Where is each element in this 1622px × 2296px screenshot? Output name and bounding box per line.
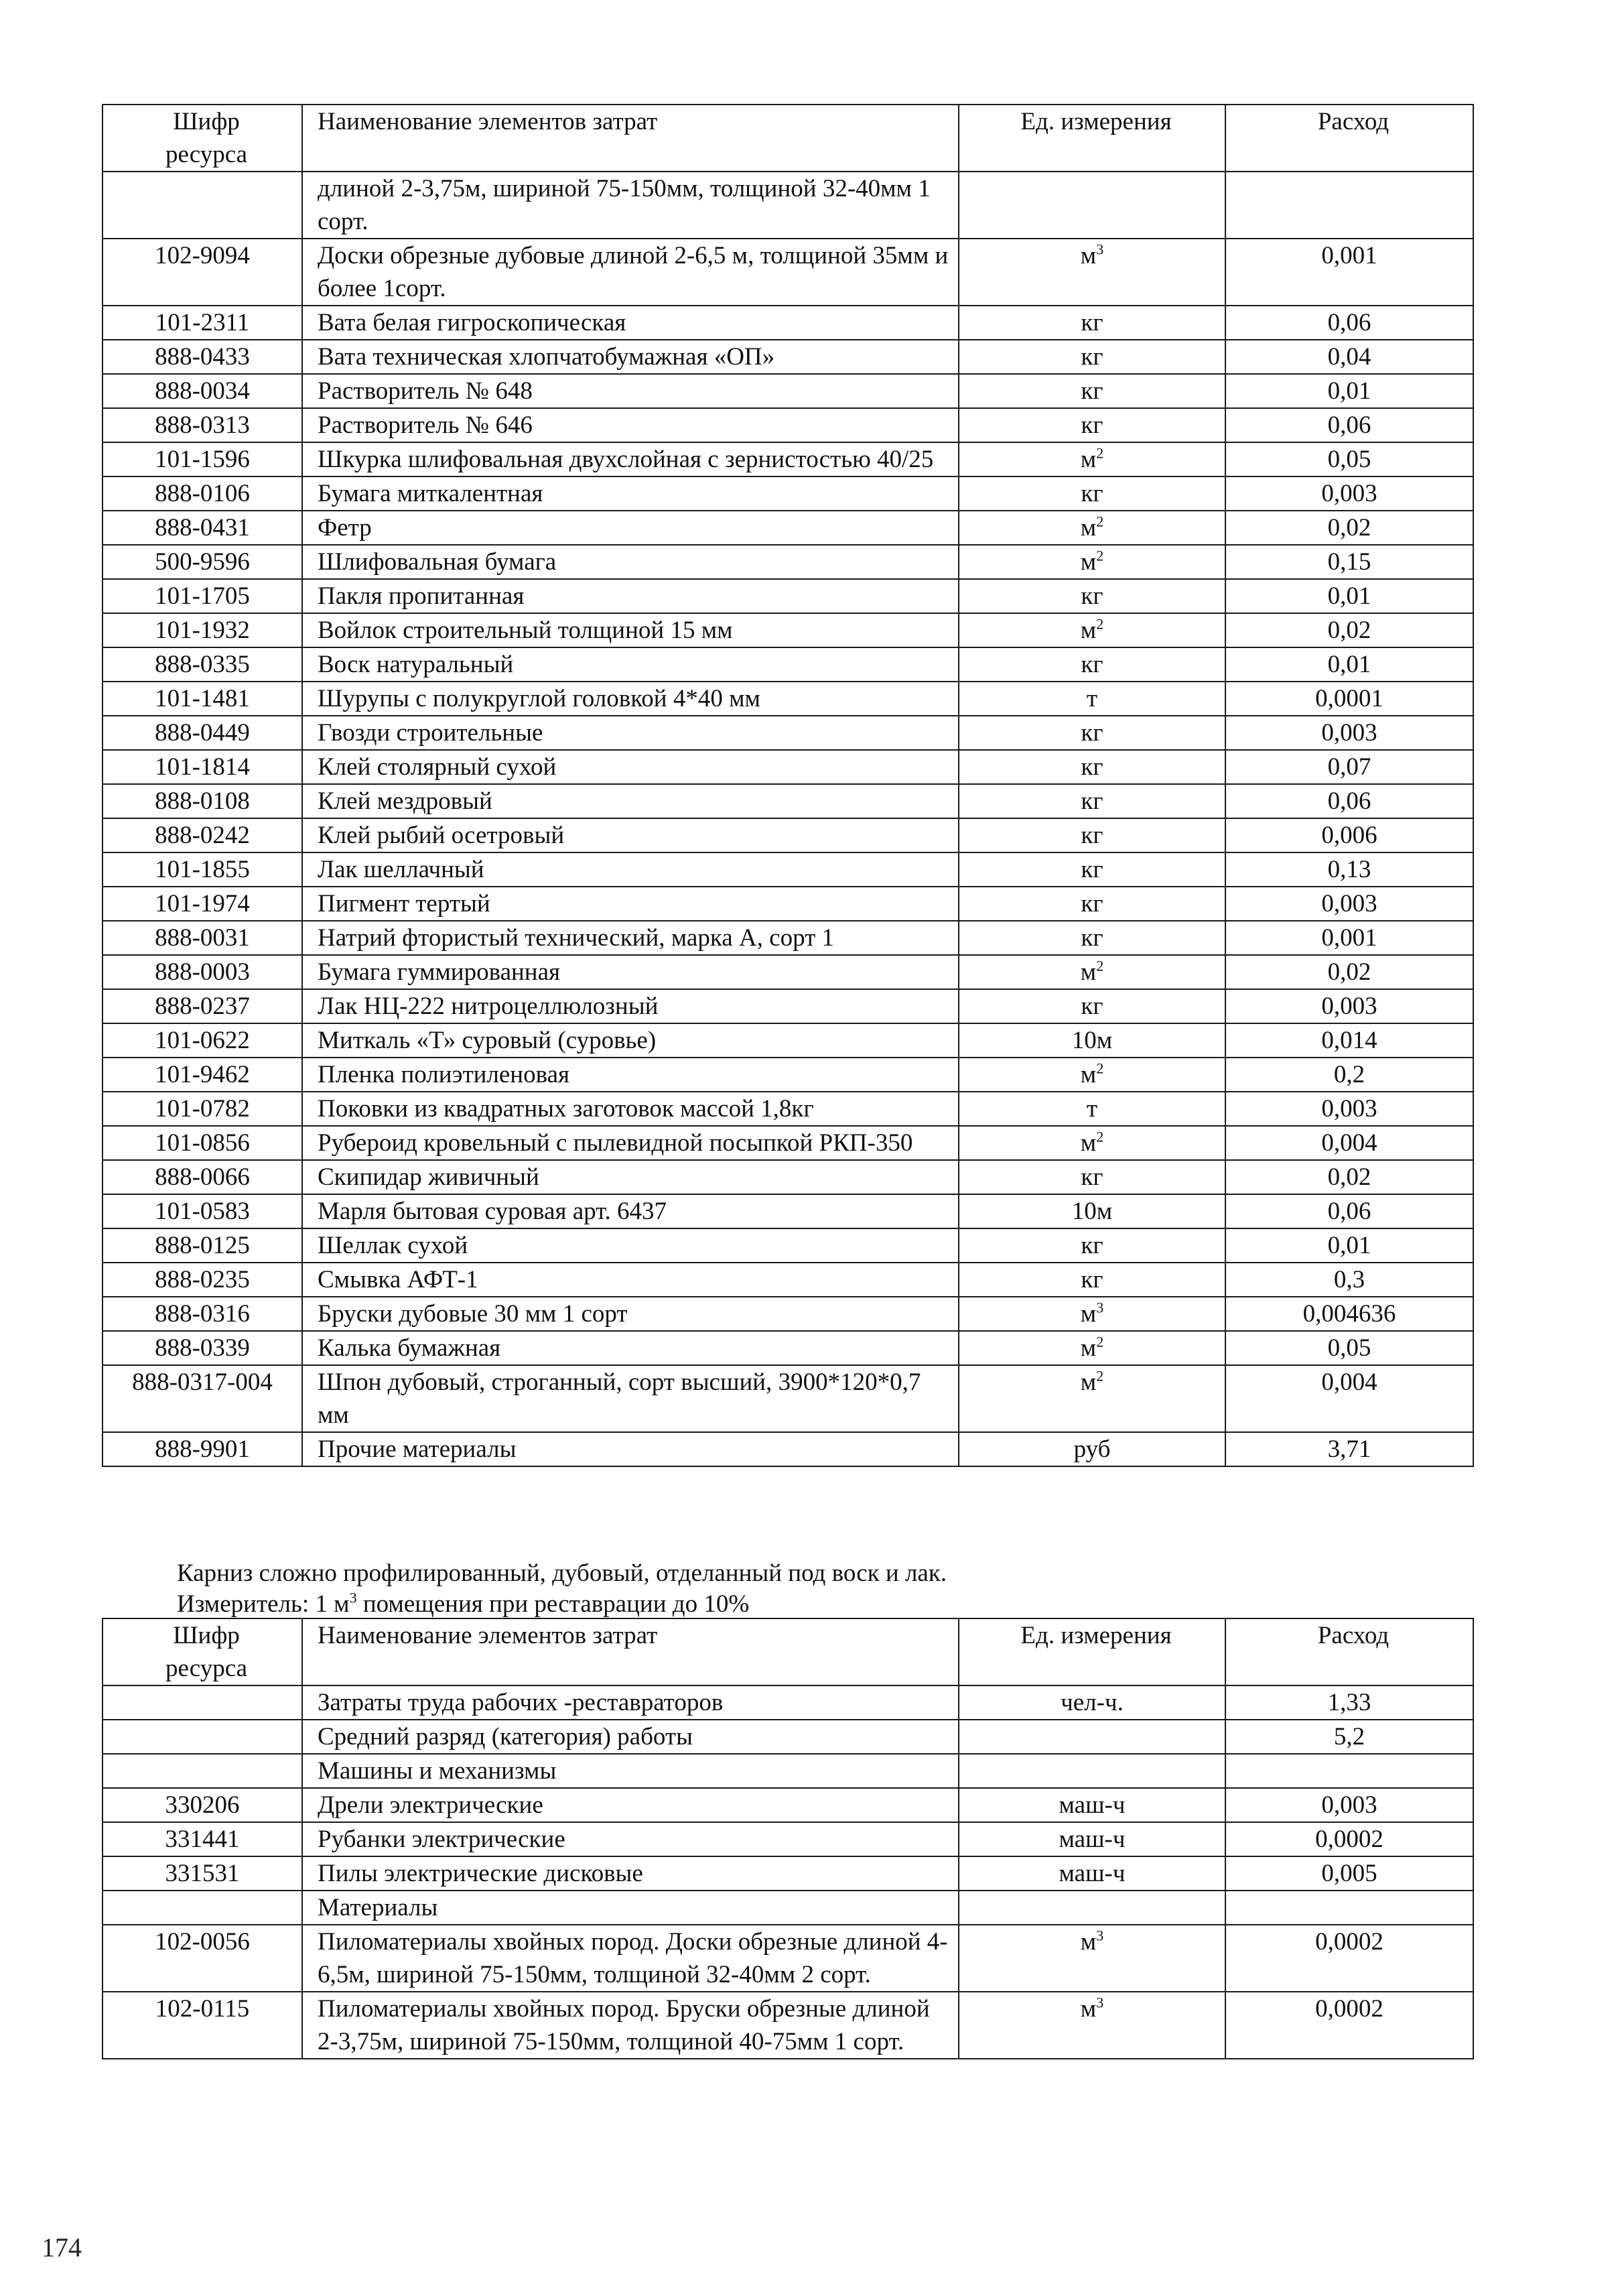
cost-element-name: Бумага гуммированная [302,955,959,989]
table-row [103,887,1473,921]
resource-code: 888-0335 [103,647,302,682]
table-row [103,1263,1473,1297]
resource-code: 888-0449 [103,716,302,750]
unit-text: кг [1081,753,1103,781]
unit-text: 10м [1071,1027,1113,1054]
unit-exponent: 2 [1096,957,1104,974]
table-row [103,613,1473,647]
cost-element-name: Лак шеллачный [302,852,959,887]
resource-code: 101-0782 [103,1092,302,1126]
table-row [103,1992,1473,2059]
resource-code: 888-0066 [103,1160,302,1194]
consumption-value: 1,33 [1225,1685,1473,1720]
unit-text: м [1080,1061,1097,1088]
unit-of-measure [959,1263,1225,1297]
measure-exponent: 3 [349,1589,357,1606]
resource-code: 888-0316 [103,1297,302,1331]
consumption-value: 0,07 [1225,750,1473,784]
unit-text: кг [1081,377,1103,405]
table-row [103,442,1473,476]
unit-text: кг [1081,719,1103,747]
consumption-value: 0,004 [1225,1126,1473,1160]
table-row [103,1126,1473,1160]
cost-element-name: Клей рыбий осетровый [302,818,959,852]
unit-exponent: 3 [1096,1994,1104,2011]
cost-element-name: Прочие материалы [302,1432,959,1466]
consumption-value: 0,05 [1225,442,1473,476]
resource-code [103,1685,302,1720]
table-row [103,818,1473,852]
table-row [103,852,1473,887]
table-row [103,306,1473,340]
resource-code: 101-9462 [103,1058,302,1092]
cost-element-name: Пилы электрические дисковые [302,1856,959,1891]
table-body [103,172,1473,1466]
consumption-value: 0,01 [1225,374,1473,408]
table-row [103,921,1473,955]
resource-code: 888-0242 [103,818,302,852]
cost-element-name: Воск натуральный [302,647,959,682]
unit-exponent: 2 [1096,547,1104,564]
unit-text: т [1086,1095,1098,1123]
cost-element-name: Шеллак сухой [302,1228,959,1263]
unit-of-measure [959,989,1225,1023]
cost-element-name: длиной 2-3,75м, шириной 75-150мм, толщиной 32-40мм 1 сорт. [302,172,959,239]
header-name: Наименование элементов затрат [302,105,959,172]
unit-exponent: 2 [1096,1128,1104,1145]
unit-of-measure [959,511,1225,545]
consumption-value [1225,1754,1473,1788]
cost-element-name: Доски обрезные дубовые длиной 2-6,5 м, толщиной 35мм и более 1сорт. [302,239,959,306]
table-row [103,1331,1473,1365]
consumption-value: 0,05 [1225,1331,1473,1365]
unit-text: м [1080,1300,1097,1328]
consumption-value: 0,006 [1225,818,1473,852]
consumption-value: 0,13 [1225,852,1473,887]
consumption-value: 0,005 [1225,1856,1473,1891]
consumption-value: 0,04 [1225,340,1473,374]
cost-element-name: Шпон дубовый, строганный, сорт высший, 3900*120*0,7 мм [302,1365,959,1432]
consumption-value: 5,2 [1225,1720,1473,1754]
unit-of-measure [959,1194,1225,1228]
consumption-value: 0,0002 [1225,1925,1473,1992]
header-qty: Расход [1225,105,1473,172]
table-body [103,1685,1473,2059]
cost-element-name: Пиломатериалы хвойных пород. Доски обрезные длиной 4-6,5м, шириной 75-150мм, толщиной 32-40мм 2 сорт. [302,1925,959,1992]
cost-element-name: Фетр [302,511,959,545]
table-row [103,1194,1473,1228]
resource-code: 101-1481 [103,682,302,716]
cost-element-name: Пигмент тертый [302,887,959,921]
unit-text: кг [1081,480,1103,507]
cost-element-name: Растворитель № 648 [302,374,959,408]
resource-code: 101-0856 [103,1126,302,1160]
resource-code: 331531 [103,1856,302,1891]
cost-element-name: Бумага миткалентная [302,476,959,511]
cost-element-name: Пакля пропитанная [302,579,959,613]
consumption-value: 0,06 [1225,306,1473,340]
unit-text: кг [1081,411,1103,439]
cost-element-name: Натрий фтористый технический, марка А, сорт 1 [302,921,959,955]
cost-element-name: Шурупы с полукруглой головкой 4*40 мм [302,682,959,716]
table-row [103,1754,1473,1788]
table-row [103,579,1473,613]
table-row [103,955,1473,989]
resource-code: 888-0235 [103,1263,302,1297]
table-row [103,172,1473,239]
table-row [103,511,1473,545]
resource-code: 888-0125 [103,1228,302,1263]
header-name: Наименование элементов затрат [302,1618,959,1685]
consumption-value [1225,172,1473,239]
cost-element-name: Рубероид кровельный с пылевидной посыпкой РКП-350 [302,1126,959,1160]
consumption-value: 0,001 [1225,921,1473,955]
unit-of-measure [959,1365,1225,1432]
unit-text: кг [1081,924,1103,952]
table-header-row [103,105,1473,172]
resource-table-cornice [102,1618,1474,2059]
cost-element-name: Пленка полиэтиленовая [302,1058,959,1092]
table-row [103,1432,1473,1466]
header-unit: Ед. измерения [959,1618,1225,1685]
consumption-value: 0,003 [1225,716,1473,750]
consumption-value: 0,003 [1225,1788,1473,1822]
norm-measure [177,1589,749,1620]
unit-text: 10м [1071,1198,1113,1225]
resource-code: 102-0115 [103,1992,302,2059]
unit-text: м [1080,958,1097,986]
unit-exponent: 2 [1096,1333,1104,1350]
consumption-value: 0,0001 [1225,682,1473,716]
unit-text: кг [1081,309,1103,336]
unit-of-measure [959,716,1225,750]
table-row [103,476,1473,511]
unit-of-measure [959,750,1225,784]
resource-code: 101-0622 [103,1023,302,1058]
consumption-value: 0,02 [1225,955,1473,989]
header-code: Шифр ресурса [103,105,302,172]
table-row [103,1856,1473,1891]
unit-text: м [1080,617,1097,644]
resource-code: 102-0056 [103,1925,302,1992]
unit-text: кг [1081,822,1103,849]
unit-of-measure [959,955,1225,989]
unit-of-measure [959,1822,1225,1856]
unit-of-measure [959,172,1225,239]
resource-code: 888-0034 [103,374,302,408]
cost-element-name: Клей мездровый [302,784,959,818]
unit-of-measure [959,818,1225,852]
cost-element-name: Бруски дубовые 30 мм 1 сорт [302,1297,959,1331]
unit-exponent: 3 [1096,1299,1104,1316]
resource-code: 101-1596 [103,442,302,476]
table-row [103,374,1473,408]
consumption-value: 0,2 [1225,1058,1473,1092]
cost-element-name: Клей столярный сухой [302,750,959,784]
table-row [103,1925,1473,1992]
consumption-value: 0,3 [1225,1263,1473,1297]
unit-of-measure [959,887,1225,921]
consumption-value: 0,06 [1225,784,1473,818]
consumption-value: 0,003 [1225,476,1473,511]
unit-exponent: 2 [1096,444,1104,462]
consumption-value: 0,15 [1225,545,1473,579]
cost-element-name: Вата белая гигроскопическая [302,306,959,340]
unit-of-measure [959,1754,1225,1788]
cost-element-name: Материалы [302,1891,959,1925]
table-row [103,1023,1473,1058]
unit-text: м [1080,446,1097,473]
resource-code: 101-1974 [103,887,302,921]
cost-element-name: Дрели электрические [302,1788,959,1822]
header-code: Шифр ресурса [103,1618,302,1685]
unit-exponent: 2 [1096,1060,1104,1077]
table-row [103,545,1473,579]
unit-exponent: 3 [1096,1927,1104,1944]
consumption-value: 3,71 [1225,1432,1473,1466]
cost-element-name: Растворитель № 646 [302,408,959,442]
unit-of-measure [959,545,1225,579]
resource-code: 888-0031 [103,921,302,955]
unit-text: кг [1081,582,1103,610]
cost-element-name: Войлок строительный толщиной 15 мм [302,613,959,647]
unit-text: кг [1081,1163,1103,1191]
cost-element-name: Пиломатериалы хвойных пород. Бруски обрезные длиной 2-3,75м, шириной 75-150мм, толщиной 40-75мм 1 сорт. [302,1992,959,2059]
cost-element-name: Марля бытовая суровая арт. 6437 [302,1194,959,1228]
unit-of-measure [959,613,1225,647]
consumption-value: 0,014 [1225,1023,1473,1058]
unit-text: кг [1081,1232,1103,1259]
table-row [103,408,1473,442]
unit-text: м [1080,1129,1097,1157]
unit-of-measure [959,476,1225,511]
unit-text: кг [1081,1266,1103,1293]
consumption-value: 0,0002 [1225,1992,1473,2059]
cost-element-name: Поковки из квадратных заготовок массой 1,8кг [302,1092,959,1126]
unit-text: кг [1081,993,1103,1020]
unit-of-measure [959,1788,1225,1822]
measure-prefix: Измеритель: 1 м [177,1590,350,1618]
unit-of-measure [959,306,1225,340]
unit-text: м [1080,514,1097,541]
unit-of-measure [959,852,1225,887]
consumption-value: 0,004636 [1225,1297,1473,1331]
unit-text: м [1080,1995,1097,2023]
resource-code: 331441 [103,1822,302,1856]
unit-of-measure [959,239,1225,306]
cost-element-name: Гвозди строительные [302,716,959,750]
unit-of-measure [959,1331,1225,1365]
unit-text: руб [1073,1436,1111,1463]
table-row [103,1297,1473,1331]
resource-code: 888-0237 [103,989,302,1023]
cost-element-name: Вата техническая хлопчатобумажная «ОП» [302,340,959,374]
unit-text: кг [1081,651,1103,678]
resource-code: 101-1855 [103,852,302,887]
unit-of-measure [959,1058,1225,1092]
unit-exponent: 2 [1096,513,1104,530]
unit-of-measure [959,1023,1225,1058]
cost-element-name: Машины и механизмы [302,1754,959,1788]
unit-exponent: 2 [1096,1367,1104,1385]
cost-element-name: Шкурка шлифовальная двухслойная с зернистостью 40/25 [302,442,959,476]
resource-code: 500-9596 [103,545,302,579]
table-row [103,682,1473,716]
resource-code: 101-1932 [103,613,302,647]
table-row [103,1058,1473,1092]
resource-code: 101-1814 [103,750,302,784]
unit-text: м [1080,548,1097,576]
unit-of-measure [959,340,1225,374]
resource-code: 888-0317-004 [103,1365,302,1432]
table-header-row [103,1618,1473,1685]
table-row [103,1228,1473,1263]
unit-exponent: 2 [1096,615,1104,633]
cost-element-name: Лак НЦ-222 нитроцеллюлозный [302,989,959,1023]
consumption-value: 0,004 [1225,1365,1473,1432]
table-row [103,1891,1473,1925]
resource-code: 888-0106 [103,476,302,511]
unit-of-measure [959,1992,1225,2059]
resource-code: 101-1705 [103,579,302,613]
unit-of-measure [959,408,1225,442]
consumption-value: 0,02 [1225,613,1473,647]
table-row [103,1822,1473,1856]
resource-code: 330206 [103,1788,302,1822]
consumption-value [1225,1891,1473,1925]
unit-text: кг [1081,890,1103,917]
unit-text: м [1080,1368,1097,1396]
consumption-value: 0,003 [1225,1092,1473,1126]
consumption-value: 0,003 [1225,989,1473,1023]
consumption-value: 0,02 [1225,1160,1473,1194]
unit-of-measure [959,442,1225,476]
page-number: 174 [42,2232,82,2262]
resource-code: 888-0313 [103,408,302,442]
unit-of-measure [959,579,1225,613]
consumption-value: 0,01 [1225,579,1473,613]
unit-of-measure [959,1685,1225,1720]
cost-element-name: Средний разряд (категория) работы [302,1720,959,1754]
consumption-value: 0,001 [1225,239,1473,306]
table-row [103,340,1473,374]
unit-of-measure [959,921,1225,955]
consumption-value: 0,06 [1225,1194,1473,1228]
table-row [103,784,1473,818]
unit-text: м [1080,1334,1097,1362]
table-row [103,1788,1473,1822]
cost-element-name: Шлифовальная бумага [302,545,959,579]
unit-text: чел-ч. [1061,1689,1124,1716]
unit-of-measure [959,1925,1225,1992]
unit-text: маш-ч [1059,1791,1126,1819]
table-row [103,1720,1473,1754]
resource-code [103,172,302,239]
cost-element-name: Калька бумажная [302,1331,959,1365]
table-row [103,1365,1473,1432]
unit-of-measure [959,647,1225,682]
table-row [103,716,1473,750]
unit-of-measure [959,1856,1225,1891]
table-row [103,750,1473,784]
resource-code: 888-9901 [103,1432,302,1466]
resource-code [103,1720,302,1754]
cost-element-name: Скипидар живичный [302,1160,959,1194]
unit-of-measure [959,374,1225,408]
unit-of-measure [959,1297,1225,1331]
cost-element-name: Затраты труда рабочих -реставраторов [302,1685,959,1720]
unit-of-measure [959,1092,1225,1126]
resource-code [103,1754,302,1788]
unit-of-measure [959,1228,1225,1263]
unit-exponent: 3 [1096,241,1104,258]
cost-element-name: Смывка АФТ-1 [302,1263,959,1297]
resource-code [103,1891,302,1925]
unit-text: кг [1081,787,1103,815]
table-row [103,647,1473,682]
unit-text: м [1080,242,1097,269]
consumption-value: 0,06 [1225,408,1473,442]
resource-table-continued [102,104,1474,1467]
consumption-value: 0,0002 [1225,1822,1473,1856]
resource-code: 888-0433 [103,340,302,374]
measure-suffix: помещения при реставрации до 10% [356,1590,750,1618]
norm-title: Карниз сложно профилированный, дубовый, отделанный под воск и лак. [177,1559,947,1587]
table-row [103,1685,1473,1720]
cost-element-name: Миткаль «Т» суровый (суровье) [302,1023,959,1058]
resource-code: 888-0431 [103,511,302,545]
resource-code: 102-9094 [103,239,302,306]
header-unit: Ед. измерения [959,105,1225,172]
consumption-value: 0,01 [1225,647,1473,682]
cost-element-name: Рубанки электрические [302,1822,959,1856]
consumption-value: 0,02 [1225,511,1473,545]
consumption-value: 0,003 [1225,887,1473,921]
resource-code: 101-0583 [103,1194,302,1228]
unit-of-measure [959,1720,1225,1754]
resource-code: 888-0003 [103,955,302,989]
header-qty: Расход [1225,1618,1473,1685]
unit-text: м [1080,1928,1097,1956]
table-row [103,1092,1473,1126]
unit-of-measure [959,1160,1225,1194]
unit-of-measure [959,682,1225,716]
unit-text: кг [1081,343,1103,371]
resource-code: 888-0108 [103,784,302,818]
table-row [103,1160,1473,1194]
unit-text: т [1086,685,1098,712]
unit-of-measure [959,784,1225,818]
unit-text: маш-ч [1059,1826,1126,1853]
resource-code: 101-2311 [103,306,302,340]
table-row [103,989,1473,1023]
table-row [103,239,1473,306]
unit-text: кг [1081,856,1103,883]
unit-of-measure [959,1126,1225,1160]
consumption-value: 0,01 [1225,1228,1473,1263]
resource-code: 888-0339 [103,1331,302,1365]
unit-of-measure [959,1432,1225,1466]
unit-text: маш-ч [1059,1860,1126,1887]
unit-of-measure [959,1891,1225,1925]
